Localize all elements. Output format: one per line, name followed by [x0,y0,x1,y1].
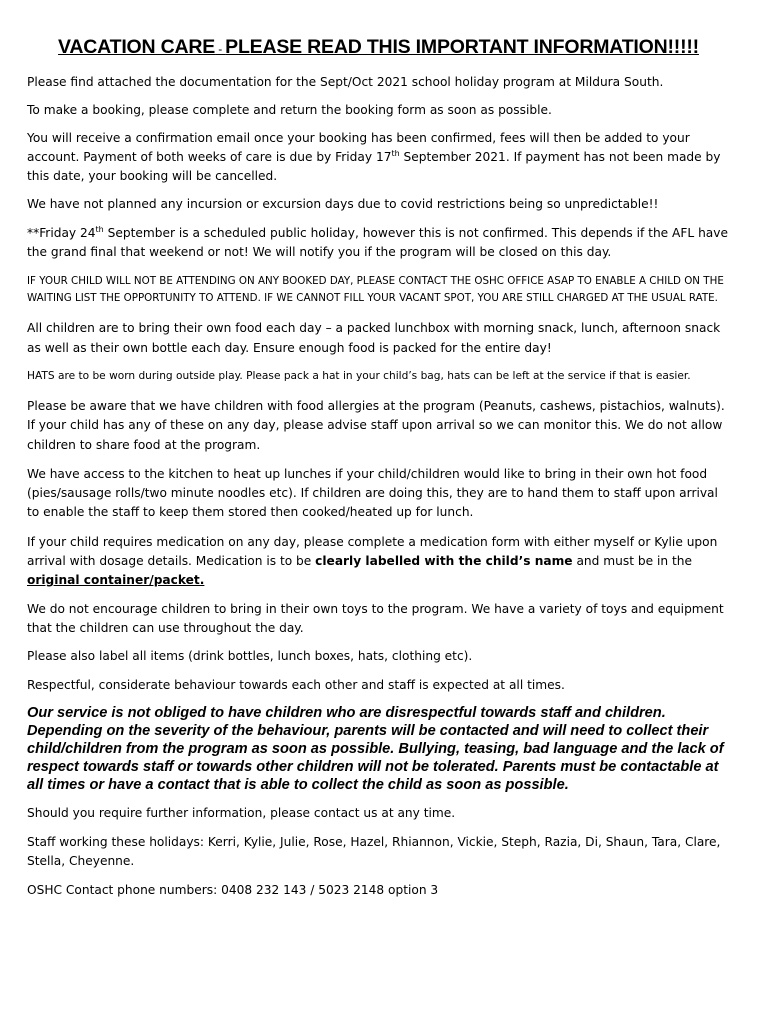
toys-paragraph: We do not encourage children to bring in their own toys to the program. We have a variety of toys and equipment that the children can use throughout the day. [27,601,724,635]
payment-text-a: You will receive a confirmation email once your booking has been confirmed, fees will then be added to your account. Payment of both weeks of care is due by Friday 17 [27,130,690,164]
holiday-text-b: September is a scheduled public holiday, however this is not confirmed. This depends if the AFL have the grand final that weekend or not! We will notify you if the program will be closed on this day. [27,225,728,260]
title-dash: - [215,42,226,56]
staff-paragraph: Staff working these holidays: Kerri, Kylie, Julie, Rose, Hazel, Rhiannon, Vickie, Steph, Razia, Di, Shaun, Tara, Clare, Stella, Cheyenne. [27,835,721,869]
behaviour-warning: Our service is not obliged to have children who are disrespectful towards staff and children. Depending on the severity of the behaviour, parents will be contacted and will need to collect their child/children from the program as soon as possible. Bullying, teasing, bad language and the lack of respect towards staff or towards other children will not be tolerated. Parents must be contactable at all times or have a contact that is able to collect the child as soon as possible. [27,704,724,793]
payment-sup: th [391,148,400,158]
labels-paragraph: Please also label all items (drink bottles, lunch boxes, hats, clothing etc). [27,649,473,664]
title-part-1: VACATION CARE [58,36,216,58]
phone-paragraph: OSHC Contact phone numbers: 0408 232 143 / 5023 2148 option 3 [27,882,439,897]
intro-paragraph: Please find attached the documentation for the Sept/Oct 2021 school holiday program at Mildura South. [27,75,664,89]
allergies-paragraph: Please be aware that we have children with food allergies at the program (Peanuts, cashews, pistachios, walnuts). If your child has any of these on any day, please advise staff upon arrival so we can monitor this. We do not allow children to share food at the program. [27,398,725,452]
payment-text-b: September 2021. If payment has not been made by this date, your booking will be cancelled. [27,149,721,184]
contact-paragraph: Should you require further information, please contact us at any time. [27,805,456,820]
medication-text-a: If your child requires medication on any day, please complete a medication form with either myself or Kylie upon arrival with dosage details. Medication is to be [27,534,718,569]
covid-paragraph: We have not planned any incursion or excursion days due to covid restrictions being so unpredictable!! [27,197,659,212]
attendance-notice: IF YOUR CHILD WILL NOT BE ATTENDING ON ANY BOOKED DAY, PLEASE CONTACT THE OSHC OFFICE ASAP TO ENABLE A CHILD ON THE WAITING LIST THE OPPORTUNITY TO ATTEND. IF WE CANNOT FILL YOUR VACANT SPOT, YOU ARE STILL CHARGED AT THE USUAL RATE. [27,275,724,305]
medication-text-b: and must be in the [572,554,692,569]
holiday-text-a: **Friday 24 [27,225,96,240]
booking-paragraph: To make a booking, please complete and return the booking form as soon as possible. [27,103,552,118]
food-paragraph: All children are to bring their own food each day – a packed lunchbox with morning snack, lunch, afternoon snack as well as their own bottle each day. Ensure enough food is packed for the entire day! [27,321,721,355]
holiday-paragraph [27,224,730,263]
holiday-sup: th [95,224,104,234]
kitchen-paragraph: We have access to the kitchen to heat up lunches if your child/children would like to bring in their own hot food (pies/sausage rolls/two minute noodles etc). If children are doing this, they are to hand them to staff upon arrival to enable the staff to keep them stored then cooked/heated up for lunch. [27,466,718,520]
title-part-2: PLEASE READ THIS IMPORTANT INFORMATION!!!!! [225,36,699,58]
medication-paragraph [27,533,730,591]
medication-bold-text: clearly labelled with the child’s name [315,554,573,569]
page-title [27,36,730,59]
payment-paragraph [27,129,730,187]
behaviour-paragraph: Respectful, considerate behaviour towards each other and staff is expected at all times. [27,677,565,692]
medication-underlined-text: original container/packet. [27,573,205,588]
hats-paragraph: HATS are to be worn during outside play. Please pack a hat in your child’s bag, hats can be left at the service if that is easier. [27,369,691,382]
